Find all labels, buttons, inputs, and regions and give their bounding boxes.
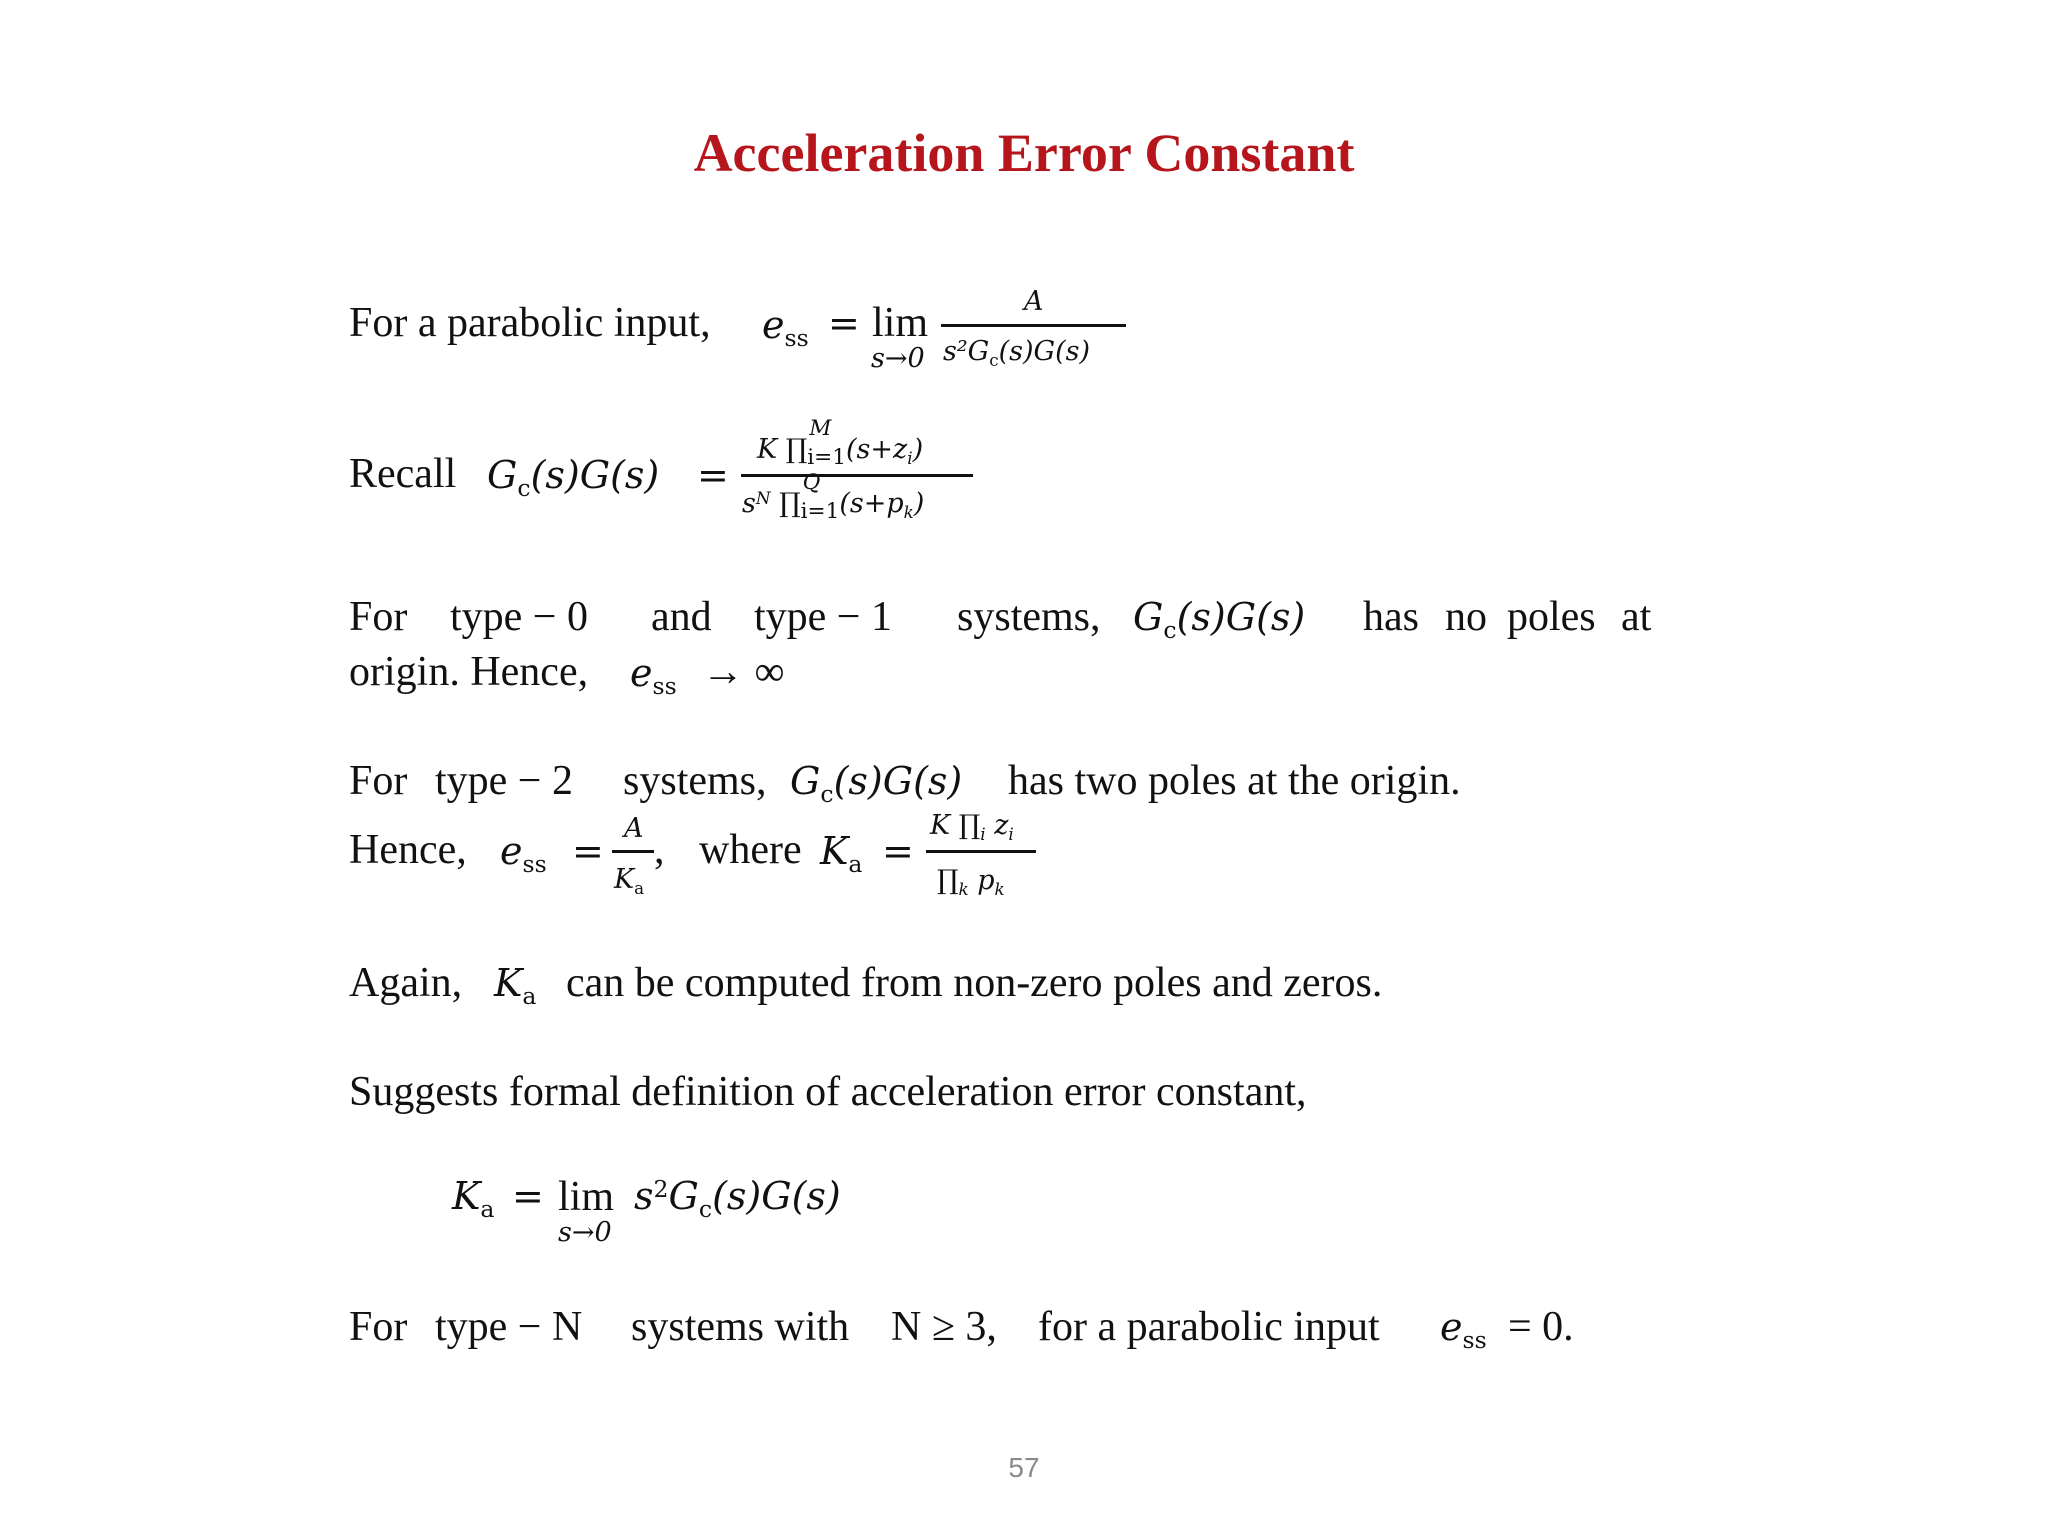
equals-sign: = bbox=[512, 1174, 544, 1218]
ka-symbol: $K_a$ bbox=[452, 1174, 495, 1224]
line-text: systems with bbox=[631, 1304, 850, 1350]
ess-symbol: $e_{ss}$ bbox=[762, 303, 809, 353]
word: poles bbox=[1507, 594, 1596, 640]
slide-title: Acceleration Error Constant bbox=[693, 123, 1355, 183]
ka-symbol: $K_a$ bbox=[494, 961, 537, 1011]
equals-sign: = bbox=[572, 829, 604, 873]
word: Hence, bbox=[349, 827, 467, 873]
word: For bbox=[349, 594, 408, 640]
line-text: For a parabolic input, bbox=[349, 300, 711, 346]
word: has bbox=[1363, 594, 1419, 640]
word: at bbox=[1621, 594, 1652, 640]
word: where bbox=[699, 827, 802, 873]
line-text: for a parabolic input bbox=[1038, 1304, 1380, 1350]
equals-sign: = bbox=[828, 301, 860, 345]
gc-g-expression: $G_c(s)G(s)$ bbox=[487, 453, 660, 503]
condition: N ≥ 3, bbox=[891, 1304, 997, 1350]
word: Again, bbox=[349, 960, 463, 1006]
fraction-numerator: A bbox=[1024, 286, 1044, 317]
comma: , bbox=[654, 827, 665, 873]
suggests-line: Suggests formal definition of acceleration error constant, bbox=[349, 1069, 1307, 1115]
type-n: type − N bbox=[435, 1304, 583, 1350]
type-0: type − 0 bbox=[450, 594, 588, 640]
page-number: 57 bbox=[1008, 1452, 1040, 1483]
equals-sign: = bbox=[882, 829, 914, 873]
type-2: type − 2 bbox=[435, 758, 573, 804]
fraction-denominator: $K_a$ bbox=[614, 864, 645, 898]
result: = 0. bbox=[1508, 1304, 1574, 1350]
lim-subscript: s→0 bbox=[871, 343, 925, 374]
fraction-bar bbox=[926, 850, 1036, 853]
ess-symbol: $e_{ss}$ bbox=[630, 651, 677, 701]
type-1: type − 1 bbox=[754, 594, 892, 640]
ka-numerator: K $\prod_i$ $z_i$ bbox=[930, 810, 1014, 844]
gc-g-expression: $G_c(s)G(s)$ bbox=[1133, 595, 1306, 645]
equals-sign: = bbox=[697, 453, 729, 497]
fraction-bar bbox=[941, 324, 1126, 327]
ka-definition-rhs: $s^2G_c(s)G(s)$ bbox=[634, 1174, 841, 1224]
ess-symbol: $e_{ss}$ bbox=[1440, 1305, 1487, 1355]
word: and bbox=[651, 594, 712, 640]
fraction-bar bbox=[612, 850, 654, 853]
lim-subscript: s→0 bbox=[558, 1217, 612, 1248]
ka-denominator: $\prod_k$ $p_k$ bbox=[937, 865, 1005, 899]
lim-operator: lim bbox=[558, 1174, 615, 1220]
ka-symbol: $K_a$ bbox=[820, 829, 863, 879]
numerator-product: K ∏ M $_{i=1}(s+z_i)$ bbox=[757, 416, 924, 471]
gc-g-expression: $G_c(s)G(s)$ bbox=[790, 759, 963, 809]
word: systems, bbox=[957, 594, 1101, 640]
lim-operator: lim bbox=[872, 300, 929, 346]
fraction-bar bbox=[741, 474, 973, 477]
word: systems, bbox=[623, 758, 767, 804]
word: For bbox=[349, 1304, 408, 1350]
line-text: has two poles at the origin. bbox=[1008, 758, 1461, 804]
denominator-product: $s^N$ ∏ Q $_{i=1}(s+p_k)$ bbox=[742, 470, 925, 525]
ess-symbol: $e_{ss}$ bbox=[500, 829, 547, 879]
tends-to-infinity: → ∞ bbox=[702, 649, 785, 695]
line-text: Recall bbox=[349, 451, 457, 497]
line-text: can be computed from non-zero poles and zeros. bbox=[566, 960, 1383, 1006]
word: For bbox=[349, 758, 408, 804]
fraction-numerator: A bbox=[624, 813, 644, 844]
word: no bbox=[1445, 594, 1487, 640]
fraction-denominator: $s^2G_c(s)G(s)$ bbox=[943, 336, 1091, 370]
line-text: origin. Hence, bbox=[349, 649, 589, 695]
